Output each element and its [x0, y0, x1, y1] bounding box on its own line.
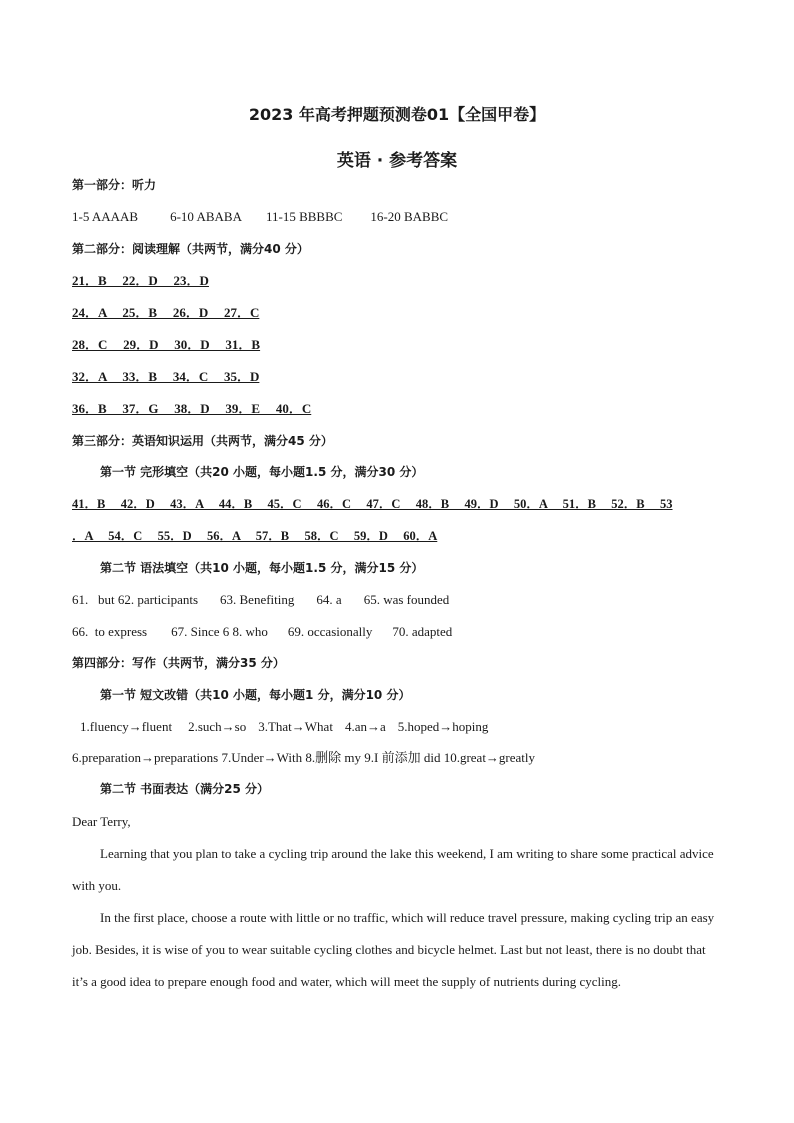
error-correction-heading: 第一节 短文改错（共10 小题，每小题1 分，满分10 分）: [100, 688, 411, 702]
cloze-answer-row: ．A 54．C 55．D 56．A 57．B 58．C 59．D 60．A: [72, 529, 438, 543]
writing-heading: 第二节 书面表达（满分25 分）: [100, 782, 270, 796]
letter-paragraph: In the first place, choose a route with little or no traffic, which will reduce travel pressure, making cycling trip an easy job. Besides, it is wise of you to wear suitable cycling clothes and bicycle helmet. Last but not least, there is no doubt that it’s a good idea to prepare enough food and water, which will meet the supply of nutrients during cycling.: [72, 910, 715, 989]
part4-heading: 第四部分：写作（共两节，满分35 分）: [72, 656, 285, 670]
correction-item: 2.such→so: [188, 719, 247, 734]
correction-item: 4.an→a: [344, 719, 386, 734]
grammar-answer: 67. Since 6 8. who: [171, 624, 268, 639]
page-title: 2023 年高考押题预测卷01【全国甲卷】: [248, 105, 546, 124]
grammar-answer: 70. adapted: [392, 624, 453, 639]
page-subtitle: 英语 · 参考答案: [336, 151, 458, 171]
part1-heading: 第一部分：听力: [72, 178, 157, 192]
error-correction-row: [80, 719, 488, 735]
part2-heading: 第二部分：阅读理解（共两节，满分40 分）: [72, 242, 309, 256]
part1-answers: [72, 209, 448, 225]
letter-paragraph: Learning that you plan to take a cycling trip around the lake this weekend, I am writing to share some practical advice with you.: [72, 846, 714, 893]
grammar-answer: 64. a: [316, 592, 342, 607]
listening-group: 16-20 BABBC: [370, 209, 449, 224]
listening-group: 6-10 ABABA: [170, 209, 242, 224]
grammar-answer: 69. occasionally: [287, 624, 373, 639]
correction-item: 1.fluency→fluent: [80, 719, 173, 734]
error-correction-row: 6.preparation→preparations 7.Under→With 8.删除 my 9.I 前添加 did 10.great→greatly: [72, 750, 536, 765]
grammar-answer-row: [72, 592, 449, 608]
reading-answer-row: 36．B 37．G 38．D 39．E 40．C: [72, 401, 312, 416]
grammar-answer: 65. was founded: [363, 592, 450, 607]
correction-item: 5.hoped→hoping: [397, 719, 489, 734]
part3-heading: 第三部分：英语知识运用（共两节，满分45 分）: [72, 434, 333, 448]
cloze-answer-row: 41．B 42．D 43．A 44．B 45．C 46．C 47．C 48．B 49．D 50．A 51．B 52．B 53: [72, 497, 673, 511]
listening-group: 11-15 BBBBC: [265, 209, 343, 224]
reading-answer-row: 21．B 22．D 23．D: [72, 273, 209, 288]
listening-group: 1-5 AAAAB: [72, 209, 139, 224]
reading-answer-row: 32．A 33．B 34．C 35．D: [72, 369, 260, 384]
letter-salutation: Dear Terry,: [72, 814, 131, 829]
grammar-fill-heading: 第二节 语法填空（共10 小题，每小题1.5 分，满分15 分）: [100, 561, 424, 575]
grammar-answer: 63. Benefiting: [220, 592, 295, 607]
grammar-answer: 61. but 62. participants: [72, 592, 199, 607]
cloze-heading: 第一节 完形填空（共20 小题，每小题1.5 分，满分30 分）: [100, 465, 424, 479]
correction-item: 3.That→What: [258, 719, 333, 734]
reading-answer-row: 28．C 29．D 30．D 31．B: [72, 337, 261, 352]
grammar-answer: 66. to express: [72, 624, 148, 639]
grammar-answer-row: [72, 624, 452, 640]
reading-answer-row: 24．A 25．B 26．D 27．C: [72, 305, 260, 320]
